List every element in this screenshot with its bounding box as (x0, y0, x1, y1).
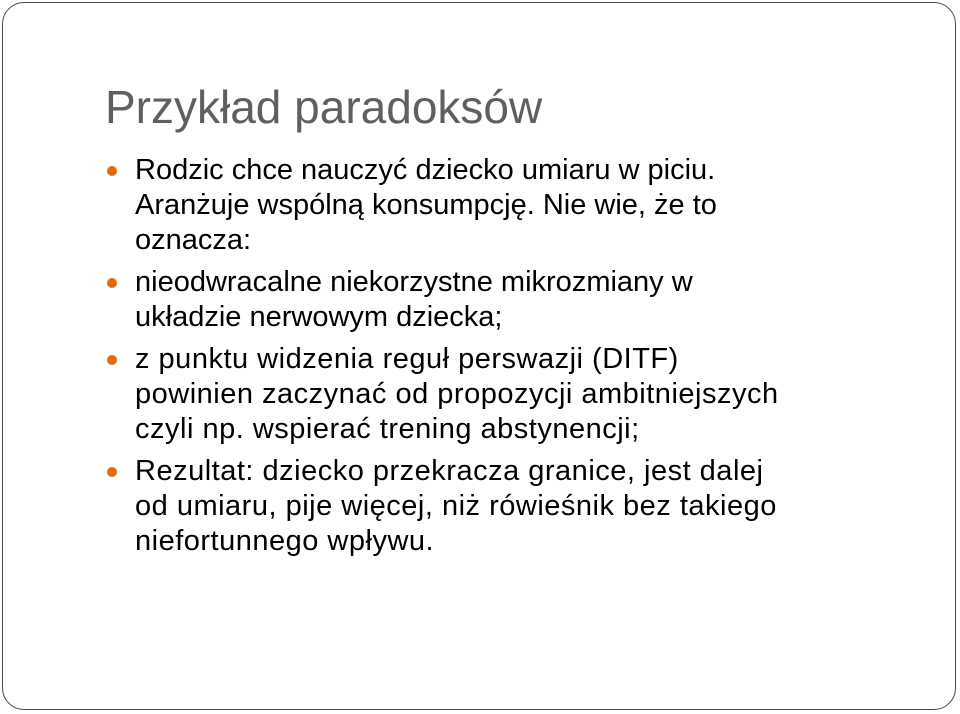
bullet-item-3 (107, 342, 907, 447)
bullet-3-line-3: czyli np. wspierać trening abstynencji; (135, 413, 640, 445)
bullet-1-line-1: Rodzic chce nauczyć dziecko umiaru w piciu. (135, 154, 716, 186)
bullet-icon (107, 166, 117, 176)
bullet-1-line-3: oznacza: (135, 224, 252, 256)
bullet-4-line-2: od umiaru, pije więcej, niż rówieśnik bez takiego (135, 490, 777, 522)
bullet-icon (107, 467, 117, 477)
bullet-2-line-1: nieodwracalne niekorzystne mikrozmiany w (135, 266, 693, 298)
bullet-3-line-2: powinien zaczynać od propozycji ambitniejszych (135, 378, 779, 410)
bullet-3-line-1: z punktu widzenia reguł perswazji (DITF) (135, 343, 679, 375)
bullet-2-line-2: układzie nerwowym dziecka; (135, 301, 503, 333)
bullet-4-line-3: niefortunnego wpływu. (135, 525, 435, 557)
bullet-item-2 (107, 265, 907, 335)
bullet-list (107, 153, 907, 566)
bullet-4-line-1: Rezultat: dziecko przekracza granice, jest dalej (135, 455, 764, 487)
bullet-icon (107, 355, 117, 365)
slide (2, 2, 956, 710)
bullet-item-4 (107, 454, 907, 559)
bullet-item-1 (107, 153, 907, 258)
slide-title: Przykład paradoksów (105, 81, 543, 133)
bullet-1-line-2: Aranżuje wspólną konsumpcję. Nie wie, że to (135, 189, 717, 221)
bullet-icon (107, 278, 117, 288)
